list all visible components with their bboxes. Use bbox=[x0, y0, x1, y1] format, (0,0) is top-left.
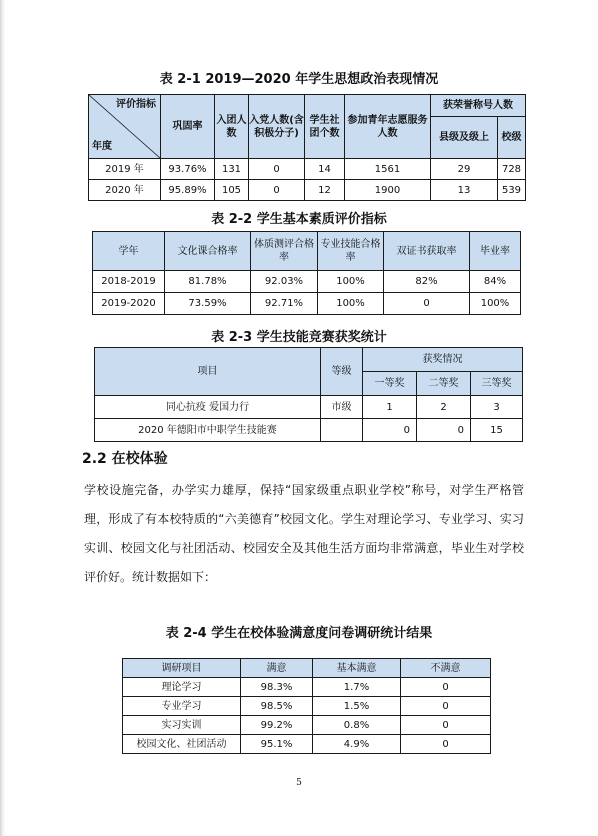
table1-diag-bottom-label: 年度 bbox=[92, 141, 112, 152]
table4-caption: 表 2-4 学生在校体验满意度问卷调研统计结果 bbox=[165, 626, 433, 641]
table-row bbox=[89, 180, 526, 201]
table-cell bbox=[321, 419, 363, 442]
table-cell: 95.89% bbox=[161, 180, 215, 201]
table1-caption: 表 2-1 2019—2020 年学生思想政治表现情况 bbox=[159, 72, 439, 87]
table1-header-honor: 获荣誉称号人数 bbox=[431, 95, 526, 117]
table3-header-item: 项目 bbox=[95, 348, 321, 396]
table-row bbox=[123, 735, 491, 754]
table-cell: 0 bbox=[401, 716, 491, 735]
table-cell: 同心抗疫 爱国力行 bbox=[95, 396, 321, 419]
table1-header-school: 校级 bbox=[498, 117, 526, 159]
table-row bbox=[93, 271, 521, 293]
table1-political-performance bbox=[88, 94, 526, 201]
table-cell: 0 bbox=[401, 697, 491, 716]
table4-header-unsatisfied: 不满意 bbox=[401, 659, 491, 678]
table1-header-zhiyuan: 参加青年志愿服务人数 bbox=[345, 95, 431, 159]
table3-caption: 表 2-3 学生技能竞赛获奖统计 bbox=[211, 330, 387, 345]
section-paragraph: 学校设施完备，办学实力雄厚，保持“国家级重点职业学校”称号，对学生严格管理，形成了有本校特质的“六美德育”校园文化。学生对理论学习、专业学习、实习实训、校园文化与社团活动、校园安全及其他生活方面均非常满意，毕业生对学校评价好。统计数据如下： bbox=[84, 483, 524, 584]
table-cell: 15 bbox=[471, 419, 523, 442]
table1-header-rutuan: 入团人数 bbox=[215, 95, 249, 159]
table-cell: 100% bbox=[470, 293, 521, 315]
table-cell: 0 bbox=[417, 419, 471, 442]
table-cell: 3 bbox=[471, 396, 523, 419]
table-cell: 1 bbox=[363, 396, 417, 419]
page-edge-shadow bbox=[0, 0, 6, 836]
table-cell: 实习实训 bbox=[123, 716, 241, 735]
table3-header-first: 一等奖 bbox=[363, 372, 417, 396]
table-cell: 100% bbox=[318, 271, 384, 293]
table-cell: 93.76% bbox=[161, 159, 215, 180]
table-cell: 1561 bbox=[345, 159, 431, 180]
table-cell: 专业学习 bbox=[123, 697, 241, 716]
table3-header-third: 三等奖 bbox=[471, 372, 523, 396]
table-cell: 12 bbox=[305, 180, 345, 201]
table2-header-physical: 体质测评合格率 bbox=[251, 232, 318, 271]
table-cell: 市级 bbox=[321, 396, 363, 419]
table-cell: 98.5% bbox=[241, 697, 313, 716]
table-cell: 29 bbox=[431, 159, 498, 180]
table-cell: 2019 年 bbox=[89, 159, 161, 180]
table-cell: 0 bbox=[401, 735, 491, 754]
table-cell: 0 bbox=[249, 180, 305, 201]
table-cell: 539 bbox=[498, 180, 526, 201]
table3-header-second: 二等奖 bbox=[417, 372, 471, 396]
table4-header-satisfied: 满意 bbox=[241, 659, 313, 678]
table2-header-skill: 专业技能合格率 bbox=[318, 232, 384, 271]
table-cell: 1.7% bbox=[313, 678, 401, 697]
table-cell: 2018-2019 bbox=[93, 271, 165, 293]
table1-header-shetuan: 学生社团个数 bbox=[305, 95, 345, 159]
table-cell: 82% bbox=[384, 271, 470, 293]
table4-header-basic: 基本满意 bbox=[313, 659, 401, 678]
table2-header-certificate: 双证书获取率 bbox=[384, 232, 470, 271]
table-cell: 2019-2020 bbox=[93, 293, 165, 315]
section-heading: 2.2 在校体验 bbox=[82, 451, 168, 467]
table-row bbox=[123, 678, 491, 697]
table-cell: 95.1% bbox=[241, 735, 313, 754]
table1-header-rudang: 入党人数(含积极分子) bbox=[249, 95, 305, 159]
table-cell: 92.71% bbox=[251, 293, 318, 315]
table4-header-item: 调研项目 bbox=[123, 659, 241, 678]
table-cell: 98.3% bbox=[241, 678, 313, 697]
page-number: 5 bbox=[296, 778, 302, 788]
table-cell: 0 bbox=[363, 419, 417, 442]
table4-satisfaction-survey bbox=[122, 658, 491, 754]
table-cell: 728 bbox=[498, 159, 526, 180]
table-row bbox=[95, 419, 523, 442]
table-cell: 0 bbox=[249, 159, 305, 180]
table-row bbox=[95, 396, 523, 419]
table-cell: 校园文化、社团活动 bbox=[123, 735, 241, 754]
table-cell: 99.2% bbox=[241, 716, 313, 735]
table-cell: 81.78% bbox=[165, 271, 251, 293]
table2-header-year: 学年 bbox=[93, 232, 165, 271]
table-cell: 13 bbox=[431, 180, 498, 201]
table2-basic-quality bbox=[92, 231, 521, 315]
table2-caption: 表 2-2 学生基本素质评价指标 bbox=[211, 212, 387, 227]
table-cell: 0 bbox=[384, 293, 470, 315]
table-cell: 105 bbox=[215, 180, 249, 201]
table-cell: 100% bbox=[318, 293, 384, 315]
table1-diagonal-header-cell bbox=[89, 95, 161, 159]
table-cell: 理论学习 bbox=[123, 678, 241, 697]
table-cell: 84% bbox=[470, 271, 521, 293]
table-row bbox=[123, 716, 491, 735]
table-row bbox=[123, 697, 491, 716]
table2-header-culture: 文化课合格率 bbox=[165, 232, 251, 271]
table-cell: 131 bbox=[215, 159, 249, 180]
table-cell: 4.9% bbox=[313, 735, 401, 754]
table-cell: 14 bbox=[305, 159, 345, 180]
table-cell: 0.8% bbox=[313, 716, 401, 735]
table-cell: 92.03% bbox=[251, 271, 318, 293]
table-cell: 1.5% bbox=[313, 697, 401, 716]
table-cell: 2020 年 bbox=[89, 180, 161, 201]
table3-header-awards: 获奖情况 bbox=[363, 348, 523, 372]
table2-header-graduation: 毕业率 bbox=[470, 232, 521, 271]
table-cell: 73.59% bbox=[165, 293, 251, 315]
table1-header-gonggu: 巩固率 bbox=[161, 95, 215, 159]
table-cell: 0 bbox=[401, 678, 491, 697]
table3-skill-competition bbox=[94, 347, 523, 442]
table-cell: 2 bbox=[417, 396, 471, 419]
table-row bbox=[93, 293, 521, 315]
table3-header-level: 等级 bbox=[321, 348, 363, 396]
table-cell: 2020 年德阳市中职学生技能赛 bbox=[95, 419, 321, 442]
table1-header-county: 县级及级上 bbox=[431, 117, 498, 159]
table-row bbox=[89, 159, 526, 180]
table-cell: 1900 bbox=[345, 180, 431, 201]
table1-diag-top-label: 评价指标 bbox=[116, 99, 156, 110]
